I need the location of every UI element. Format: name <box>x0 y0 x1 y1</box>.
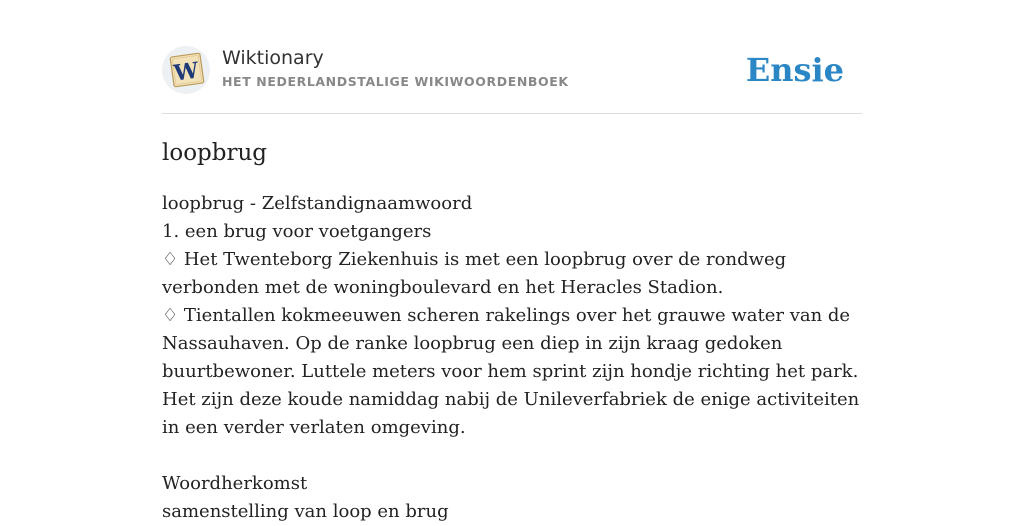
ensie-brand-logo[interactable]: Ensie <box>745 51 844 89</box>
wiktionary-logo-icon[interactable] <box>162 46 210 94</box>
etymology-text: samenstelling van loop en brug <box>162 501 449 522</box>
part-of-speech-line: loopbrug - Zelfstandignaamwoord <box>162 193 473 214</box>
site-name[interactable]: Wiktionary <box>222 47 324 69</box>
site-header <box>162 46 862 114</box>
example-sentence: ♢ Tientallen kokmeeuwen scheren rakelings over het grauwe water van de Nassauhaven. Op de ranke loopbrug een diep in zijn kraag gedoken buurtbewoner. Luttele meters voor hem sprint zijn hondje richting het park. Het zijn deze koude namiddag nabij de Unileverfabriek de enige activiteiten in een verder verlaten omgeving. <box>162 305 860 438</box>
paragraph-spacer <box>162 442 862 470</box>
page-title: loopbrug <box>162 140 268 166</box>
page <box>162 0 862 522</box>
site-tagline: HET NEDERLANDSTALIGE WIKIWOORDENBOEK <box>222 74 569 89</box>
definition: 1. een brug voor voetgangers <box>162 221 432 242</box>
example-sentence: ♢ Het Twenteborg Ziekenhuis is met een loopbrug over de rondweg verbonden met de woningboulevard en het Heracles Stadion. <box>162 249 787 298</box>
entry-content <box>162 190 862 526</box>
etymology-heading: Woordherkomst <box>162 473 308 494</box>
logo-letter: W <box>172 57 201 87</box>
